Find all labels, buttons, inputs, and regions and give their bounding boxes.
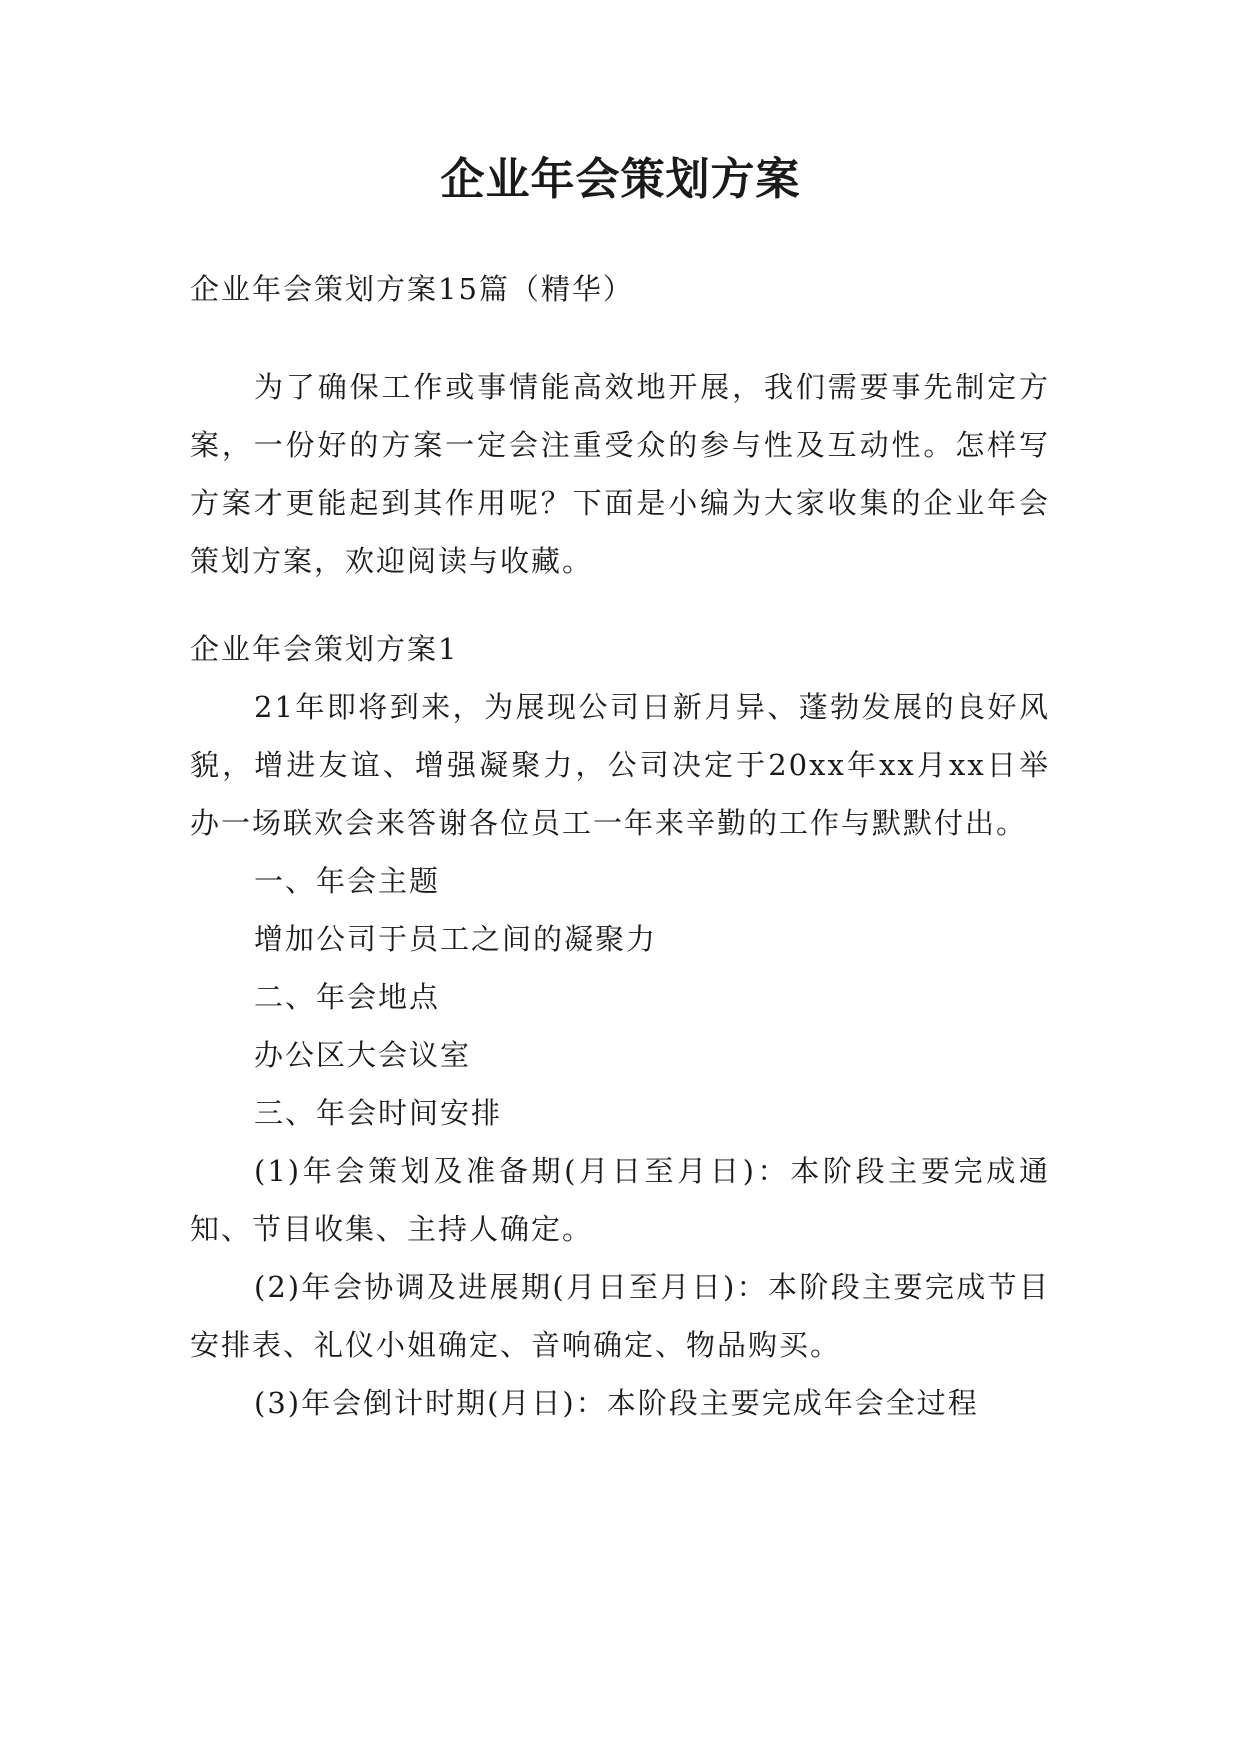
- location-heading: 二、年会地点: [254, 980, 441, 1014]
- schedule-item-2: (2)年会协调及进展期(月日至月日)：本阶段主要完成节目安排表、礼仪小姐确定、音响确定、物品购买。: [190, 1270, 1050, 1362]
- section-1: [190, 620, 1050, 1432]
- intro-paragraph: 为了确保工作或事情能高效地开展，我们需要事先制定方案，一份好的方案一定会注重受众的参与性及互动性。怎样写方案才更能起到其作用呢？下面是小编为大家收集的企业年会策划方案，欢迎阅读与收藏。: [190, 370, 1050, 578]
- schedule-heading: 三、年会时间安排: [254, 1096, 503, 1130]
- section-paragraph: 21年即将到来，为展现公司日新月异、蓬勃发展的良好风貌，增进友谊、增强凝聚力，公司决定于20xx年xx月xx日举办一场联欢会来答谢各位员工一年来辛勤的工作与默默付出。: [190, 690, 1050, 840]
- schedule-item-1: (1)年会策划及准备期(月日至月日)：本阶段主要完成通知、节目收集、主持人确定。: [190, 1154, 1050, 1246]
- document-title: 企业年会策划方案: [440, 154, 801, 205]
- schedule-item-3: (3)年会倒计时期(月日)：本阶段主要完成年会全过程: [254, 1386, 979, 1420]
- location-text: 办公区大会议室: [254, 1038, 472, 1072]
- theme-text: 增加公司于员工之间的凝聚力: [254, 922, 658, 956]
- section-heading: 企业年会策划方案1: [190, 632, 459, 666]
- theme-heading: 一、年会主题: [254, 864, 441, 898]
- document-subtitle: 企业年会策划方案15篇（精华）: [190, 272, 634, 306]
